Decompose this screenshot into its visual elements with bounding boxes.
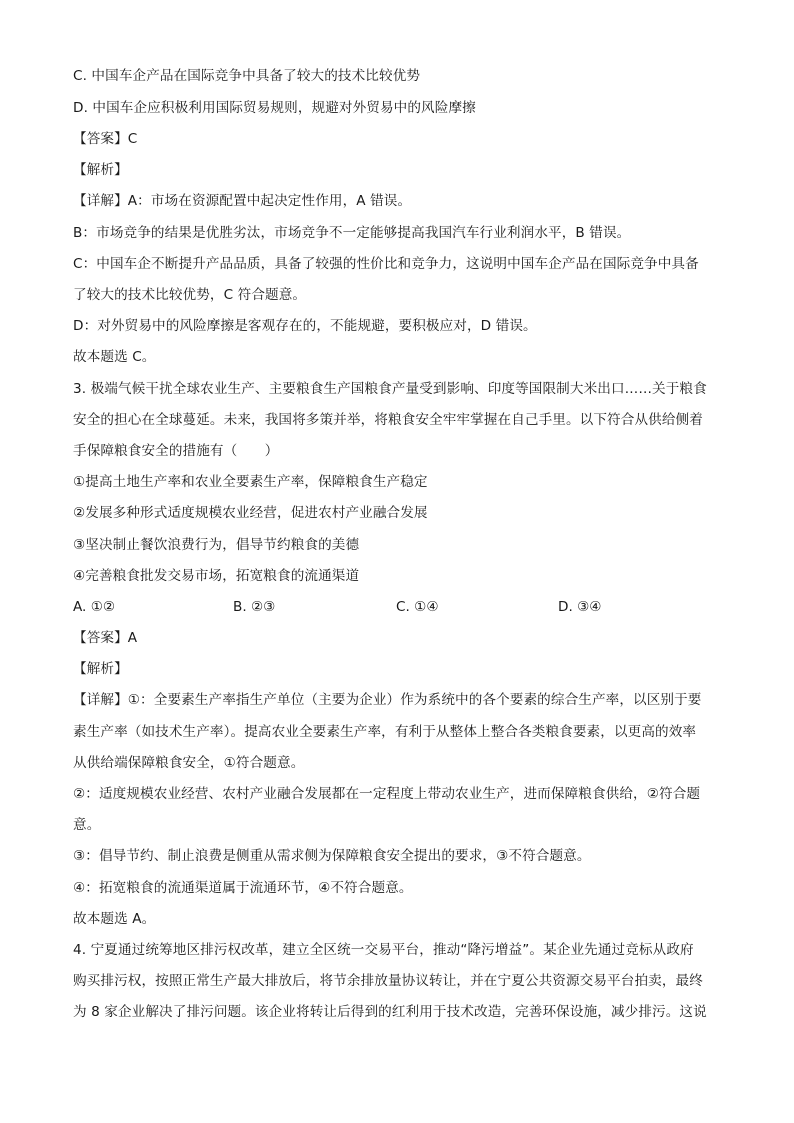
q3-statement: ①提高土地生产率和农业全要素生产率，保障粮食生产稳定	[73, 474, 428, 490]
q3-statement: ②发展多种形式适度规模农业经营，促进农村产业融合发展	[73, 505, 428, 521]
q2-detail-line: C：中国车企不断提升产品品质，具备了较强的性价比和竞争力，这说明中国车企产品在国际竞争中具备	[73, 256, 699, 272]
q3-analysis-label: 【解析】	[73, 661, 128, 677]
q3-stem-line: 安全的担心在全球蔓延。未来，我国将多策并举，将粮食安全牢牢掌握在自己手里。以下符合从供给侧着	[73, 412, 703, 428]
q3-detail-line: ②：适度规模农业经营、农村产业融合发展都在一定程度上带动农业生产，进而保障粮食供给，②符合题	[73, 786, 701, 802]
q3-statement: ④完善粮食批发交易市场，拓宽粮食的流通渠道	[73, 568, 360, 584]
q4-stem-line: 4. 宁夏通过统筹地区排污权改革，建立全区统一交易平台，推动“降污增益”。某企业先通过竞标从政府	[73, 942, 694, 958]
q3-detail-line: 从供给端保障粮食安全，①符合题意。	[73, 755, 305, 771]
q2-detail-line: B：市场竞争的结果是优胜劣汰，市场竞争不一定能够提高我国汽车行业利润水平，B 错误。	[73, 225, 631, 241]
q3-option-b: B. ②③	[233, 599, 276, 615]
q4-stem-line: 为 8 家企业解决了排污问题。该企业将转让后得到的红利用于技术改造，完善环保设施，减少排污。这说	[73, 1004, 707, 1020]
q3-stem-line: 3. 极端气候干扰全球农业生产、主要粮食生产国粮食产量受到影响、印度等国限制大米出口……关于粮食	[73, 381, 707, 397]
q3-stem-line: 手保障粮食安全的措施有（ ）	[73, 443, 279, 459]
q2-detail-line: D：对外贸易中的风险摩擦是客观存在的，不能规避，要积极应对，D 错误。	[73, 318, 537, 334]
q3-answer: 【答案】A	[73, 630, 138, 646]
q2-detail-line: 【详解】A：市场在资源配置中起决定性作用，A 错误。	[73, 193, 412, 209]
q3-detail-line: 素生产率（如技术生产率）。提高农业全要素生产率，有利于从整体上整合各类粮食要素，以更高的效率	[73, 724, 697, 740]
q3-detail-line: 【详解】①：全要素生产率指生产单位（主要为企业）作为系统中的各个要素的综合生产率，以区别于要	[73, 692, 702, 708]
q2-detail-line: 了较大的技术比较优势，C 符合题意。	[73, 287, 307, 303]
q2-option-c: C. 中国车企产品在国际竞争中具备了较大的技术比较优势	[73, 68, 421, 84]
q2-analysis-label: 【解析】	[73, 162, 128, 178]
q3-detail-line: 故本题选 A。	[73, 911, 156, 927]
q3-option-c: C. ①④	[396, 599, 439, 615]
q4-stem-line: 购买排污权，按照正常生产最大排放后，将节余排放量协议转让，并在宁夏公共资源交易平台拍卖，最终	[73, 973, 703, 989]
q3-detail-line: 意。	[73, 817, 101, 833]
q3-option-d: D. ③④	[558, 599, 602, 615]
q3-statement: ③坚决制止餐饮浪费行为，倡导节约粮食的美德	[73, 537, 360, 553]
q2-option-d: D. 中国车企应积极利用国际贸易规则，规避对外贸易中的风险摩擦	[73, 100, 476, 116]
q2-detail-line: 故本题选 C。	[73, 349, 156, 365]
q3-option-a: A. ①②	[73, 599, 116, 615]
q3-detail-line: ③：倡导节约、制止浪费是侧重从需求侧为保障粮食安全提出的要求，③不符合题意。	[73, 848, 591, 864]
q2-answer: 【答案】C	[73, 131, 138, 147]
q3-detail-line: ④：拓宽粮食的流通渠道属于流通环节，④不符合题意。	[73, 880, 413, 896]
